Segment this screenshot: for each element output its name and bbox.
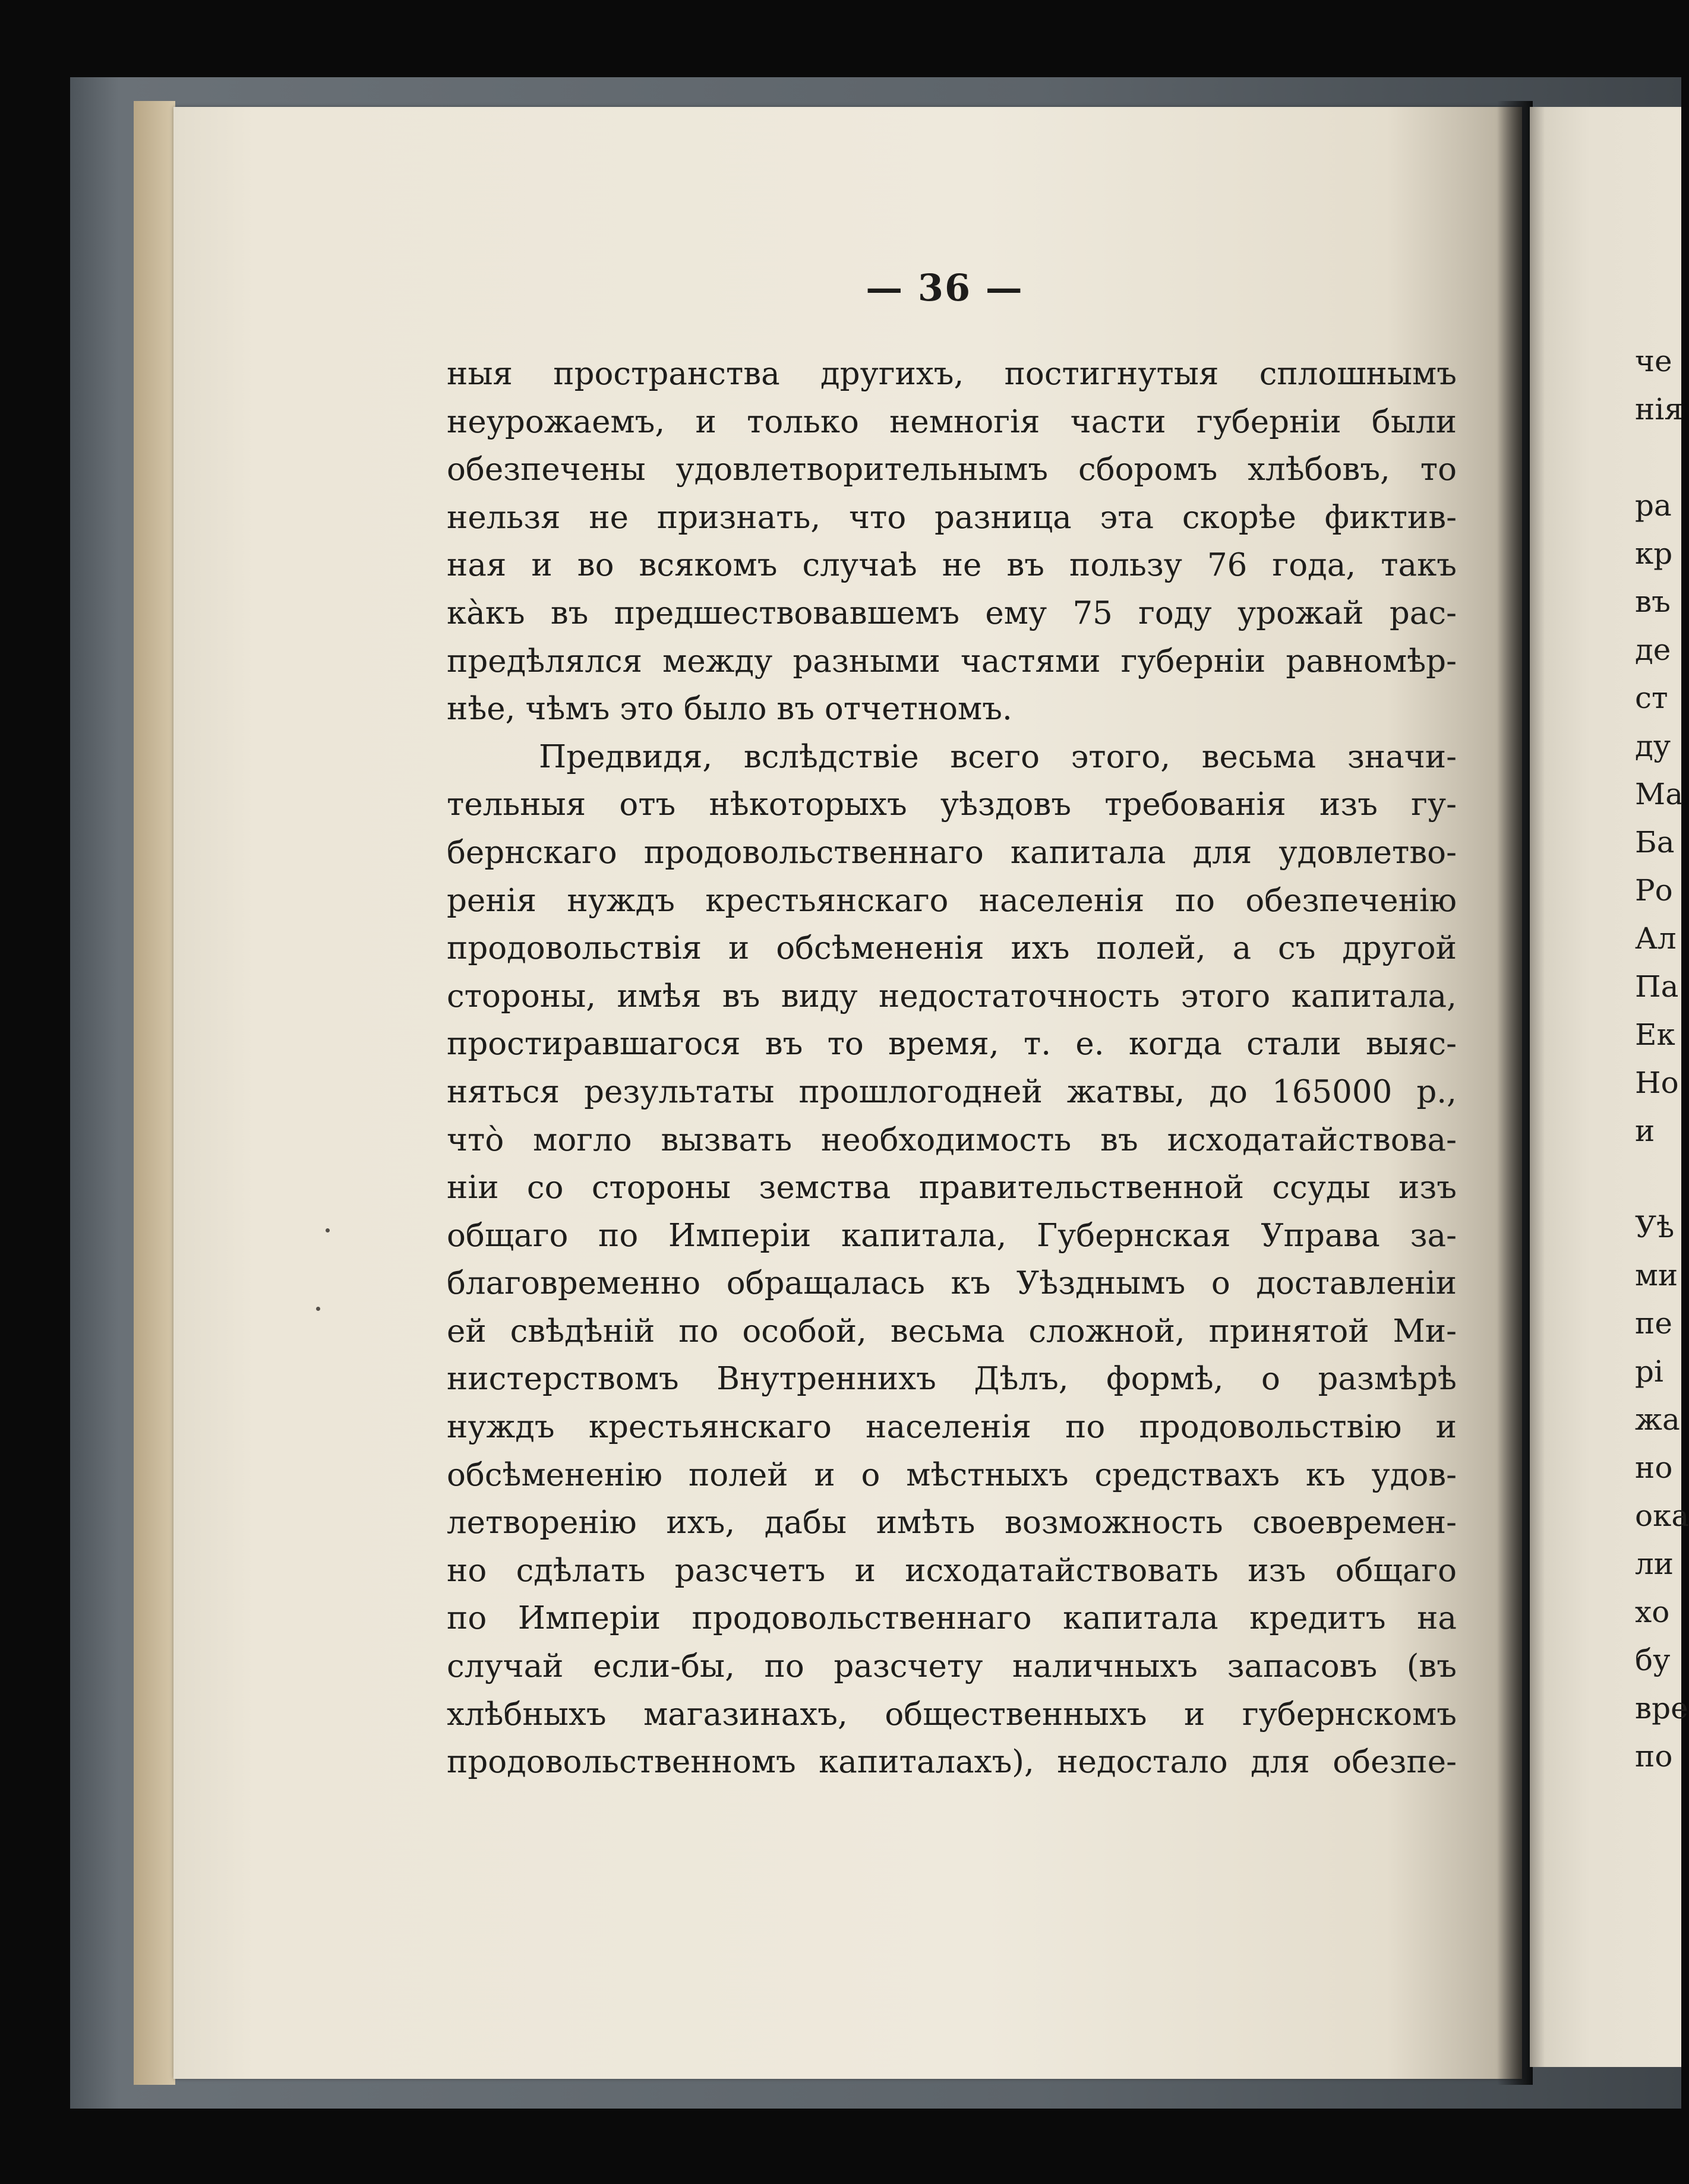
facing-fragment [1635, 434, 1682, 482]
text-line: неурожаемъ, и только немногія части губерніи были [447, 403, 1457, 440]
text-line: предѣлялся между разными частями губерніи равномѣр- [447, 643, 1457, 679]
facing-fragment: и [1635, 1114, 1655, 1148]
text-line: обсѣмененію полей и о мѣстныхъ средствахъ къ удов- [447, 1456, 1457, 1493]
text-line: обезпечены удовлетворительнымъ сборомъ хлѣбовъ, то [447, 451, 1457, 488]
facing-fragment: Ма [1635, 777, 1684, 811]
gutter-shadow [1497, 101, 1533, 2085]
text-line: ніи со стороны земства правительственной ссуды изъ [447, 1170, 1457, 1206]
facing-fragment: хо [1635, 1595, 1670, 1629]
facing-fragment: Ба [1635, 825, 1675, 859]
text-line: летворенію ихъ, дабы имѣть возможность своевремен- [447, 1505, 1457, 1541]
facing-fragment: ра [1635, 488, 1672, 523]
text-line: по Имперіи продовольственнаго капитала кредитъ на [447, 1600, 1457, 1637]
paper-speck [316, 1307, 320, 1311]
text-line: бернскаго продовольственнаго капитала для удовлетво- [447, 834, 1457, 871]
facing-fragment: Ек [1635, 1017, 1675, 1052]
facing-fragment: Па [1635, 969, 1679, 1004]
text-line: продовольствія и обсѣмененія ихъ полей, а съ другой [447, 930, 1457, 967]
facing-fragment: пе [1635, 1306, 1672, 1341]
text-line: ренія нуждъ крестьянскаго населенія по обезпеченію [447, 882, 1457, 919]
facing-fragment: Но [1635, 1066, 1679, 1100]
paper-speck [326, 1228, 330, 1232]
facing-fragment: че [1635, 344, 1672, 378]
facing-fragment: нія [1635, 392, 1683, 426]
page-number: — 36 — [866, 266, 1024, 309]
facing-fragment: кр [1635, 536, 1673, 571]
endpaper-strip [134, 101, 175, 2085]
text-line: кàкъ въ предшествовавшемъ ему 75 году урожай рас- [447, 595, 1457, 631]
text-line: нистерствомъ Внутреннихъ Дѣлъ, формѣ, о размѣрѣ [447, 1361, 1457, 1398]
facing-fragment: ми [1635, 1258, 1678, 1292]
text-line: нельзя не признать, что разница эта скорѣе фиктив- [447, 499, 1457, 536]
facing-fragment: жа [1635, 1402, 1680, 1437]
text-line: хлѣбныхъ магазинахъ, общественныхъ и губернскомъ [447, 1696, 1457, 1733]
text-line: общаго по Имперіи капитала, Губернская Управа за- [447, 1217, 1457, 1254]
facing-fragment: Ро [1635, 873, 1673, 908]
page-body-text [447, 350, 1457, 1787]
text-line: простиравшагося въ то время, т. е. когда стали выяс- [447, 1026, 1457, 1063]
facing-fragment: ли [1635, 1547, 1674, 1581]
text-line: ныя пространства другихъ, постигнутыя сплошнымъ [447, 356, 1457, 392]
facing-fragment: Уѣ [1635, 1210, 1675, 1244]
facing-fragment: бу [1635, 1643, 1671, 1677]
text-line: ная и во всякомъ случаѣ не въ пользу 76 года, такъ [447, 547, 1457, 584]
facing-fragment: ока [1635, 1499, 1689, 1533]
facing-fragment: вре [1635, 1691, 1688, 1725]
text-line: няться результаты прошлогодней жатвы, до 165000 р., [447, 1073, 1457, 1110]
facing-page-text [1635, 337, 1689, 1781]
facing-fragment: по [1635, 1739, 1673, 1774]
text-line: но сдѣлать разсчетъ и исходатайствовать изъ общаго [447, 1552, 1457, 1589]
text-line: продовольственномъ капиталахъ), недостало для обезпе- [447, 1744, 1457, 1781]
text-line: ей свѣдѣній по особой, весьма сложной, принятой Ми- [447, 1313, 1457, 1349]
text-line: благовременно обращалась къ Уѣзднымъ о доставленіи [447, 1265, 1457, 1302]
facing-fragment: въ [1635, 584, 1671, 619]
facing-fragment: ст [1635, 681, 1668, 715]
text-line: что̀ могло вызвать необходимость въ исходатайствова- [447, 1121, 1457, 1158]
text-line: тельныя отъ нѣкоторыхъ уѣздовъ требованія изъ гу- [447, 786, 1457, 823]
text-line: нуждъ крестьянскаго населенія по продовольствію и [447, 1409, 1457, 1446]
text-line: Предвидя, вслѣдствіе всего этого, весьма значи- [539, 738, 1457, 775]
facing-fragment: Ал [1635, 921, 1677, 956]
facing-fragment [1635, 1155, 1682, 1203]
facing-fragment: де [1635, 633, 1671, 667]
text-line: нѣе, чѣмъ это было въ отчетномъ. [447, 691, 1012, 728]
facing-fragment: но [1635, 1450, 1673, 1485]
text-line: случай если-бы, по разсчету наличныхъ запасовъ (въ [447, 1648, 1457, 1685]
facing-fragment: ду [1635, 729, 1671, 763]
text-line: стороны, имѣя въ виду недостаточность этого капитала, [447, 978, 1457, 1014]
facing-fragment: рі [1635, 1354, 1663, 1389]
